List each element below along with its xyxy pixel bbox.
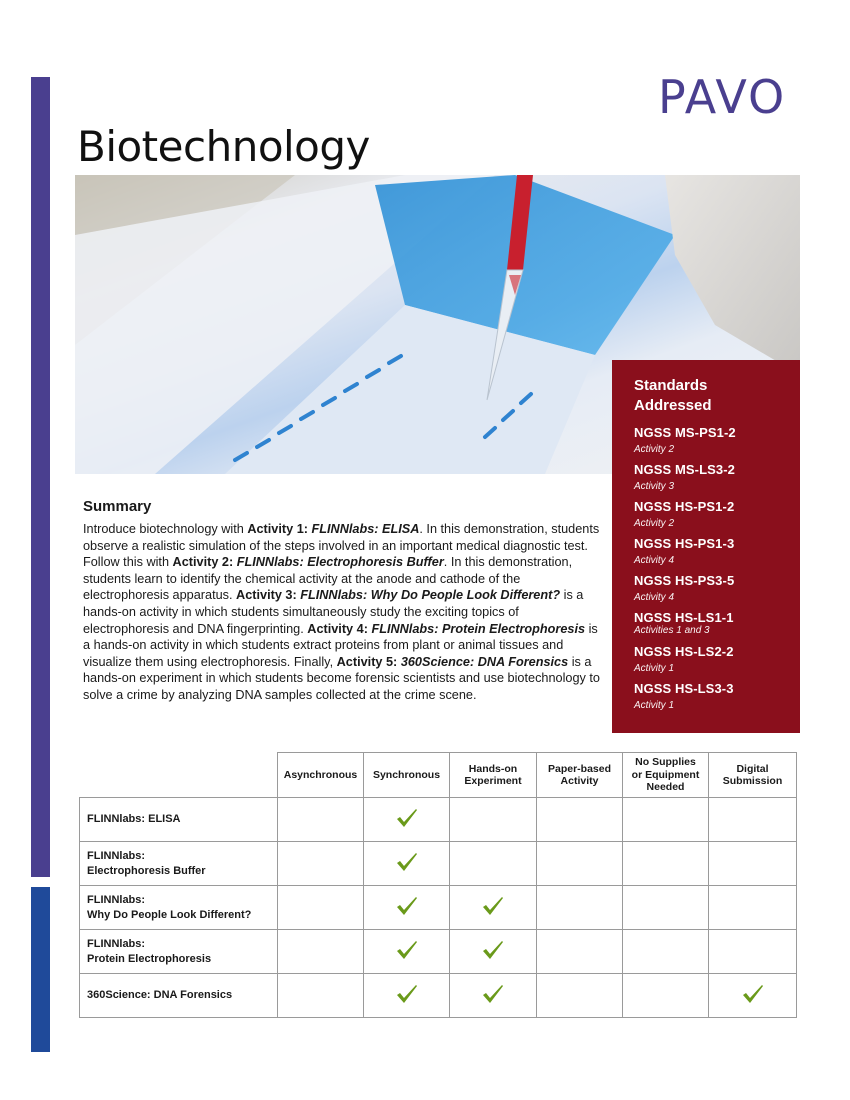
standard-item — [634, 535, 800, 568]
page-title: Biotechnology — [77, 122, 370, 171]
header-line: Experiment — [464, 775, 522, 787]
activity-name-line: 360Science: DNA Forensics — [87, 989, 233, 1001]
standard-code: NGSS MS-PS1-2 — [634, 425, 736, 440]
standard-note: Activity 1 — [634, 700, 675, 711]
activity-name-cell — [80, 842, 278, 886]
side-accent-bar-blue — [31, 887, 50, 1052]
activity-name-line: Electrophoresis Buffer — [87, 864, 206, 877]
empty-cell — [709, 886, 797, 930]
activity-title: FLINNlabs: Protein Electrophoresis — [371, 621, 586, 636]
checked-cell — [364, 798, 450, 842]
summary-text: is a hands-on experiment in which students become forensic scientists and use biotechnology to solve a crime by analyzing DNA samples collected at the crime scene. — [83, 654, 600, 702]
checked-cell — [364, 886, 450, 930]
activity-label: Activity 2: — [172, 555, 237, 570]
table-row — [80, 886, 797, 930]
activity-title: 360Science: DNA Forensics — [400, 654, 569, 669]
standard-note: Activity 3 — [634, 481, 675, 492]
header-line: No Supplies — [635, 756, 696, 769]
summary-paragraph — [83, 521, 603, 704]
activity-title: FLINNlabs: ELISA — [311, 522, 420, 536]
header-line: Submission — [722, 775, 783, 787]
standards-heading-line1: Standards — [634, 377, 708, 394]
header-line: or Equipment — [631, 768, 700, 781]
table-row — [80, 798, 797, 842]
column-header-paper-based-activity — [537, 753, 623, 798]
standard-item — [634, 461, 800, 494]
activity-title: FLINNlabs: Why Do People Look Different? — [300, 588, 561, 603]
checkmark-icon — [396, 940, 418, 960]
empty-cell — [623, 974, 709, 1018]
checkmark-icon — [482, 940, 504, 960]
standard-note: Activity 2 — [634, 518, 675, 529]
standard-note: Activity 4 — [634, 592, 675, 603]
checkmark-icon — [482, 984, 504, 1004]
empty-cell — [537, 974, 623, 1018]
activity-name-line: FLINNlabs: — [87, 893, 146, 906]
standard-code: NGSS HS-PS1-2 — [634, 499, 735, 514]
checkmark-icon — [396, 896, 418, 916]
checked-cell — [364, 974, 450, 1018]
activity-name-line: Why Do People Look Different? — [87, 908, 252, 921]
checked-cell — [450, 886, 537, 930]
activity-3-label — [236, 588, 560, 602]
header-line: Activity — [560, 775, 599, 787]
activity-name-line: FLINNlabs: — [87, 937, 146, 950]
empty-cell — [537, 886, 623, 930]
activity-label: Activity 4: — [307, 621, 372, 636]
empty-cell — [623, 886, 709, 930]
column-header-asynchronous — [278, 753, 364, 798]
column-header-no-supplies — [623, 753, 709, 798]
header-line: Synchronous — [372, 768, 441, 781]
activity-4-label — [307, 622, 585, 636]
activity-name-cell — [80, 974, 278, 1018]
checked-cell — [450, 930, 537, 974]
activity-name-cell — [80, 886, 278, 930]
header-line: Paper-based — [547, 762, 612, 775]
standard-item — [634, 498, 800, 531]
empty-cell — [278, 930, 364, 974]
standard-code: NGSS HS-LS1-1 — [634, 610, 734, 625]
header-line: Hands-on — [468, 762, 518, 775]
activity-label: Activity 1: — [247, 522, 312, 536]
empty-cell — [278, 798, 364, 842]
activity-2-label — [173, 555, 444, 569]
standard-code: NGSS HS-PS1-3 — [634, 536, 735, 551]
standards-heading — [634, 376, 800, 416]
activity-format-table — [79, 752, 797, 1018]
standard-item — [634, 424, 800, 457]
checkmark-icon — [482, 896, 504, 916]
activity-name-cell — [80, 930, 278, 974]
activity-name-cell — [80, 798, 278, 842]
empty-cell — [278, 886, 364, 930]
column-header-hands-on-experiment — [450, 753, 537, 798]
activity-5-label — [337, 655, 569, 669]
column-header-synchronous — [364, 753, 450, 798]
activity-name-line: FLINNlabs: ELISA — [87, 813, 181, 825]
checkmark-icon — [742, 984, 764, 1004]
checkmark-icon — [396, 984, 418, 1004]
empty-cell — [278, 974, 364, 1018]
checked-cell — [709, 974, 797, 1018]
standard-code: NGSS HS-PS3-5 — [634, 573, 735, 588]
summary-section — [83, 497, 603, 704]
standard-item — [634, 680, 800, 713]
summary-heading: Summary — [83, 498, 152, 515]
standard-note: Activity 2 — [634, 444, 675, 455]
checkmark-icon — [396, 808, 418, 828]
empty-cell — [537, 798, 623, 842]
empty-cell — [450, 842, 537, 886]
activity-label: Activity 3: — [236, 588, 301, 603]
empty-cell — [709, 842, 797, 886]
pavo-logo: PAVO — [658, 70, 787, 124]
side-accent-bar-purple — [31, 77, 50, 877]
header-line: Digital — [736, 762, 769, 775]
checked-cell — [364, 842, 450, 886]
checkmark-icon — [396, 852, 418, 872]
standard-note: Activity 1 — [634, 663, 675, 674]
standard-note: Activities 1 and 3 — [634, 625, 710, 636]
empty-cell — [623, 930, 709, 974]
empty-cell — [709, 798, 797, 842]
standard-note: Activity 4 — [634, 555, 675, 566]
empty-cell — [537, 930, 623, 974]
standard-code: NGSS HS-LS3-3 — [634, 681, 734, 696]
standard-item — [634, 643, 800, 676]
header-line: Needed — [646, 781, 685, 794]
column-header-digital-submission — [709, 753, 797, 798]
checked-cell — [364, 930, 450, 974]
empty-cell — [623, 842, 709, 886]
empty-cell — [450, 798, 537, 842]
checked-cell — [450, 974, 537, 1018]
table-corner-cell — [80, 753, 278, 798]
standards-heading-line2: Addressed — [634, 397, 712, 414]
standard-code: NGSS MS-LS3-2 — [634, 462, 735, 477]
table-body — [80, 798, 797, 1018]
table-row — [80, 930, 797, 974]
activity-name-line: FLINNlabs: — [87, 849, 146, 862]
activity-1-label — [247, 522, 419, 536]
activity-label: Activity 5: — [336, 654, 401, 669]
summary-text: Introduce biotechnology with — [83, 522, 248, 536]
table-row — [80, 842, 797, 886]
header-line: Asynchronous — [283, 768, 358, 781]
empty-cell — [278, 842, 364, 886]
empty-cell — [537, 842, 623, 886]
summary-text: . In this demonstration, students observe a realistic simulation of the steps involved in an important medical diagnostic test. Follow this with — [83, 522, 600, 570]
standards-addressed-panel — [612, 360, 800, 733]
standard-item — [634, 572, 800, 605]
summary-text: is a hands-on activity in which students simultaneously study the exciting topics of electrophoresis and DNA fingerprinting. — [83, 588, 584, 636]
table-header-row — [80, 753, 797, 798]
table-row — [80, 974, 797, 1018]
summary-text: . In this demonstration, students learn to identify the chemical activity at the anode and cathode of the electrophoresis apparatus. — [83, 555, 573, 603]
standard-item — [634, 609, 800, 637]
standard-code: NGSS HS-LS2-2 — [634, 644, 734, 659]
activity-title: FLINNlabs: Electrophoresis Buffer — [236, 555, 444, 570]
empty-cell — [623, 798, 709, 842]
summary-text: is a hands-on activity in which students extract proteins from plant or animal tissues and visualize them using electrophoresis. Finally, — [83, 621, 598, 669]
activity-name-line: Protein Electrophoresis — [87, 952, 212, 965]
empty-cell — [709, 930, 797, 974]
